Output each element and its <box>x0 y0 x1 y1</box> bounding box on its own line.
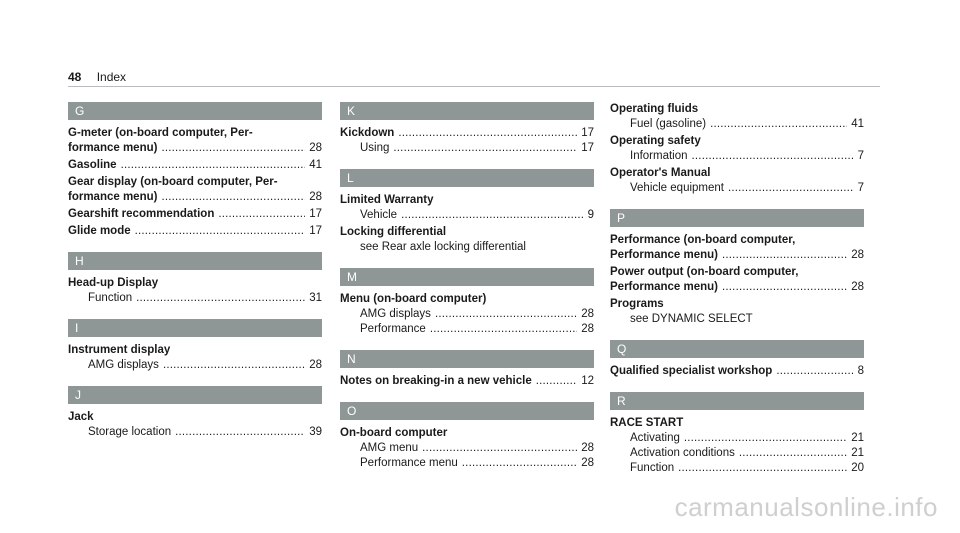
dot-leader <box>401 208 584 223</box>
entry-link[interactable] <box>340 374 594 389</box>
entry-heading: Instrument display <box>68 344 171 356</box>
subentry-link[interactable] <box>340 307 594 322</box>
index-entry <box>340 126 594 156</box>
subentry-link-text: Vehicle equipment <box>630 182 724 194</box>
page-ref: 28 <box>851 281 864 293</box>
dot-leader <box>722 280 847 295</box>
entry-heading: On-board computer <box>340 427 448 439</box>
page-ref: 28 <box>581 442 594 454</box>
letter-heading-l: L <box>340 169 594 187</box>
index-entry <box>610 265 864 295</box>
subentry-link[interactable] <box>340 141 594 156</box>
entry-heading: RACE START <box>610 417 684 429</box>
entry-heading: G-meter (on-board computer, Per- <box>68 127 253 139</box>
page-ref: 17 <box>581 142 594 154</box>
index-entry <box>68 207 322 222</box>
entry-link[interactable] <box>68 224 322 239</box>
letter-heading-m: M <box>340 268 594 286</box>
subentry-link[interactable] <box>340 208 594 223</box>
entry-link[interactable] <box>68 158 322 173</box>
index-entry <box>68 410 322 440</box>
letter-heading-r: R <box>610 392 864 410</box>
dot-leader <box>430 322 577 337</box>
letter-heading-j: J <box>68 386 322 404</box>
letter-heading-o: O <box>340 402 594 420</box>
letter-heading-n: N <box>340 350 594 368</box>
dot-leader <box>163 358 305 373</box>
subentry-link-text: Function <box>88 292 133 304</box>
entry-link-text: Performance menu) <box>610 281 719 293</box>
index-entry <box>610 134 864 164</box>
dot-leader <box>393 141 577 156</box>
index-entry <box>68 158 322 173</box>
index-section <box>610 102 864 196</box>
entry-link[interactable] <box>610 280 864 295</box>
page-ref: 28 <box>581 457 594 469</box>
entry-link[interactable] <box>68 190 322 205</box>
subentry-link[interactable] <box>610 149 864 164</box>
subentry-link[interactable] <box>340 322 594 337</box>
subentry-link[interactable] <box>340 441 594 456</box>
subentry-link-text: Function <box>630 462 675 474</box>
index-section <box>340 402 594 471</box>
page-ref: 7 <box>857 150 864 162</box>
letter-heading-q: Q <box>610 340 864 358</box>
entry-link-text: Qualified specialist workshop <box>610 365 773 377</box>
dot-leader <box>462 456 577 471</box>
page-ref: 28 <box>851 249 864 261</box>
page-ref: 12 <box>581 375 594 387</box>
index-column-1 <box>68 102 322 453</box>
page-ref: 28 <box>581 308 594 320</box>
page-title: Index <box>96 70 127 84</box>
index-section <box>340 102 594 156</box>
page-ref: 17 <box>309 225 322 237</box>
dot-leader <box>161 141 305 156</box>
dot-leader <box>435 307 577 322</box>
subentry-link-text: Vehicle <box>360 209 398 221</box>
page-ref: 28 <box>309 142 322 154</box>
entry-heading: Gear display (on-board computer, Per- <box>68 176 278 188</box>
page-ref: 17 <box>309 208 322 220</box>
subentry-link[interactable] <box>68 358 322 373</box>
entry-heading: Programs <box>610 298 664 310</box>
index-entry <box>610 102 864 132</box>
index-section <box>68 386 322 440</box>
entry-link-text: Kickdown <box>340 127 395 139</box>
dot-leader <box>398 126 577 141</box>
dot-leader <box>121 158 306 173</box>
subentry-link-text: Performance menu <box>360 457 458 469</box>
subentry-link-text: Performance <box>360 323 426 335</box>
subentry-link-text: Using <box>360 142 390 154</box>
letter-heading-p: P <box>610 209 864 227</box>
dot-leader <box>136 291 305 306</box>
dot-leader <box>684 431 847 446</box>
subentry-link-text: Activation conditions <box>630 447 735 459</box>
entry-heading: Limited Warranty <box>340 194 434 206</box>
entry-link[interactable] <box>340 126 594 141</box>
index-entry <box>68 343 322 373</box>
page-ref: 8 <box>857 365 864 377</box>
page-ref: 28 <box>309 191 322 203</box>
page-ref: 31 <box>309 292 322 304</box>
entry-link-text: formance menu) <box>68 191 158 203</box>
entry-link-text: Gasoline <box>68 159 117 171</box>
dot-leader <box>722 248 847 263</box>
letter-heading-h: H <box>68 252 322 270</box>
dot-leader <box>728 181 854 196</box>
letter-heading-g: G <box>68 102 322 120</box>
cross-reference[interactable]: see Rear axle locking differential <box>360 241 526 253</box>
index-entry <box>68 175 322 205</box>
subentry-link[interactable] <box>610 181 864 196</box>
dot-leader <box>175 425 305 440</box>
dot-leader <box>739 446 847 461</box>
page-ref: 41 <box>309 159 322 171</box>
index-section <box>610 209 864 327</box>
entry-link-text: Performance menu) <box>610 249 719 261</box>
subentry-link-text: AMG displays <box>360 308 431 320</box>
dot-leader <box>710 117 847 132</box>
page-ref: 39 <box>309 426 322 438</box>
entry-heading: Operating fluids <box>610 103 699 115</box>
dot-leader <box>135 224 306 239</box>
index-entry <box>340 225 594 255</box>
dot-leader <box>218 207 305 222</box>
entry-link[interactable] <box>68 141 322 156</box>
page-ref: 21 <box>851 432 864 444</box>
index-entry <box>68 224 322 239</box>
index-entry <box>340 292 594 337</box>
entry-link[interactable] <box>610 248 864 263</box>
index-section <box>340 169 594 255</box>
entry-heading: Menu (on-board computer) <box>340 293 487 305</box>
index-section <box>68 252 322 306</box>
index-entry <box>610 233 864 263</box>
subentry-link[interactable] <box>610 461 864 476</box>
index-section <box>340 350 594 389</box>
dot-leader <box>692 149 854 164</box>
index-entry <box>340 374 594 389</box>
entry-link[interactable] <box>68 207 322 222</box>
dot-leader <box>536 374 577 389</box>
entry-heading: Performance (on-board computer, <box>610 234 796 246</box>
subentry-link-text: Information <box>630 150 688 162</box>
entry-heading: Locking differential <box>340 226 447 238</box>
cross-reference[interactable]: see DYNAMIC SELECT <box>630 313 753 325</box>
subentry-link[interactable] <box>610 431 864 446</box>
subentry-link[interactable] <box>610 446 864 461</box>
index-section <box>610 340 864 379</box>
entry-link-text: formance menu) <box>68 142 158 154</box>
entry-link[interactable] <box>610 364 864 379</box>
subentry-link-text: Storage location <box>88 426 172 438</box>
subentry-link[interactable] <box>610 117 864 132</box>
entry-link-text: Notes on breaking-in a new vehicle <box>340 375 532 387</box>
page-ref: 28 <box>581 323 594 335</box>
dot-leader <box>422 441 577 456</box>
subentry-link-text: Fuel (gasoline) <box>630 118 707 130</box>
index-section <box>68 102 322 239</box>
entry-link-text: Glide mode <box>68 225 131 237</box>
letter-heading-k: K <box>340 102 594 120</box>
index-entry <box>68 126 322 156</box>
entry-heading: Operating safety <box>610 135 701 147</box>
page-ref: 20 <box>851 462 864 474</box>
index-section <box>340 268 594 337</box>
subentry-link[interactable] <box>68 425 322 440</box>
index-entry <box>340 426 594 471</box>
header-divider <box>68 86 880 87</box>
entry-heading: Head-up Display <box>68 277 159 289</box>
watermark: carmanualsonline.info <box>674 492 938 522</box>
index-entry <box>610 297 864 327</box>
index-entry <box>610 166 864 196</box>
index-column-2 <box>340 102 594 484</box>
dot-leader <box>776 364 853 379</box>
subentry-link[interactable] <box>340 456 594 471</box>
index-entry <box>68 276 322 306</box>
subentry-link[interactable] <box>68 291 322 306</box>
index-entry <box>610 416 864 476</box>
entry-heading: Jack <box>68 411 94 423</box>
entry-heading: Operator's Manual <box>610 167 711 179</box>
entry-link-text: Gearshift recommendation <box>68 208 215 220</box>
subentry-link-text: Activating <box>630 432 680 444</box>
page-ref: 7 <box>857 182 864 194</box>
page-ref: 28 <box>309 359 322 371</box>
page-number: 48 <box>68 70 82 84</box>
index-column-3 <box>610 102 864 489</box>
letter-heading-i: I <box>68 319 322 337</box>
page-ref: 9 <box>587 209 594 221</box>
subentry-link-text: AMG menu <box>360 442 419 454</box>
page-ref: 41 <box>851 118 864 130</box>
page-header <box>68 70 126 84</box>
dot-leader <box>678 461 847 476</box>
index-section <box>610 392 864 476</box>
index-entry <box>610 364 864 379</box>
page-ref: 17 <box>581 127 594 139</box>
page-ref: 21 <box>851 447 864 459</box>
entry-heading: Power output (on-board computer, <box>610 266 799 278</box>
dot-leader <box>161 190 305 205</box>
index-section <box>68 319 322 373</box>
index-entry <box>340 193 594 223</box>
subentry-link-text: AMG displays <box>88 359 159 371</box>
